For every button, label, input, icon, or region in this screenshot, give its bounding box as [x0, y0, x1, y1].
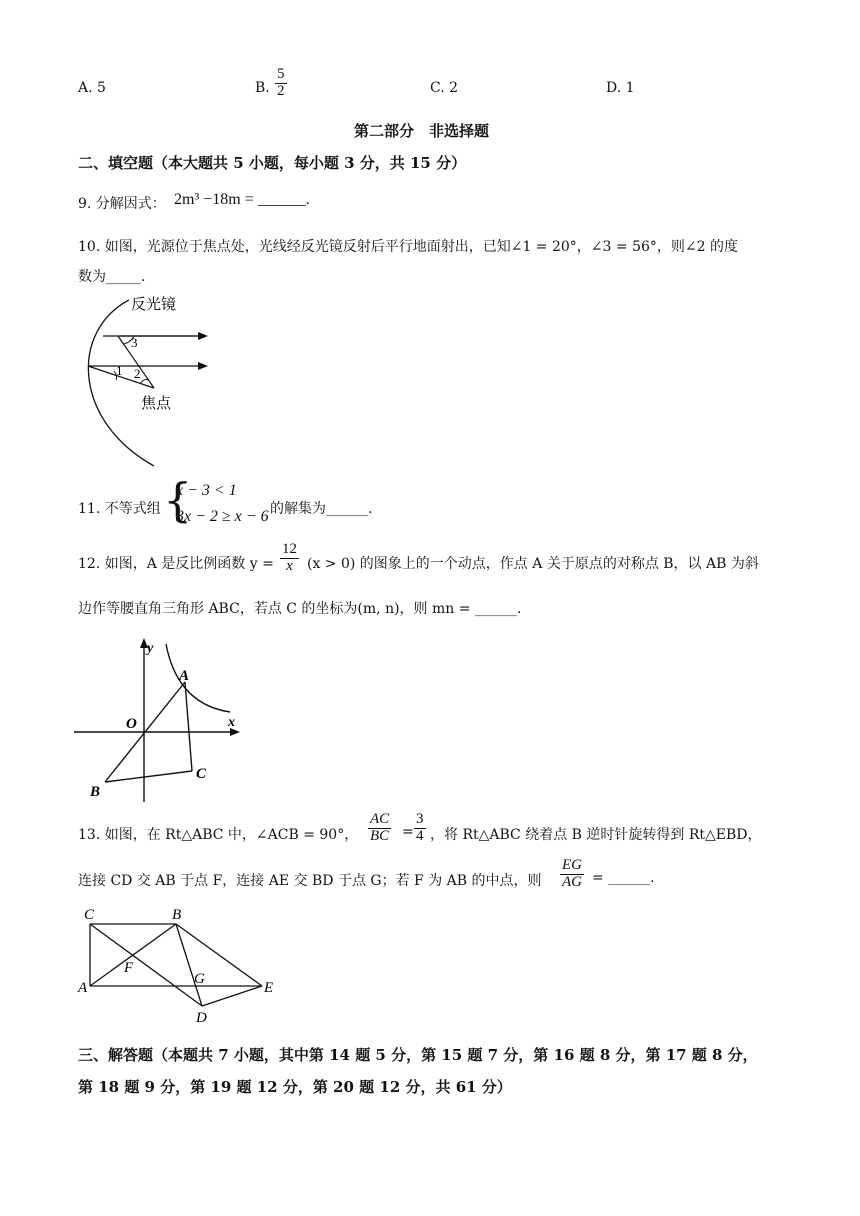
q13-fraction2-denominator: 4 [416, 827, 424, 844]
q13-fraction-3-4 [414, 812, 426, 845]
label-f: F [124, 960, 134, 976]
arrow-bottom-icon [198, 362, 208, 370]
label-focus: 焦点 [141, 396, 172, 412]
choice-b-numerator: 5 [277, 66, 285, 82]
q12-line2: 边作等腰直角三角形 ABC，若点 C 的坐标为(m, n)，则 mn = ______. [78, 601, 522, 617]
label-a: A [179, 668, 190, 684]
q12-part1: 12. 如图，A 是反比例函数 y = [78, 556, 274, 572]
section2-heading: 二、填空题（本大题共 5 小题，每小题 3 分，共 15 分） [78, 154, 467, 172]
label-y: y [147, 641, 154, 656]
q12-fraction-numerator: 12 [282, 541, 297, 557]
section3-heading-line1: 三、解答题（本题共 7 小题，其中第 14 题 5 分，第 15 题 7 分，第 16 题 8 分，第 17 题 8 分， [78, 1046, 758, 1064]
q13-fraction-eg-ag [560, 858, 584, 891]
q13-part2: ，将 Rt△ABC 绕着点 B 逆时针旋转得到 Rt△EBD， [430, 827, 762, 843]
parabolic-mirror-curve [88, 300, 154, 466]
q9-expression: 2m³ −18m = ______. [174, 191, 310, 208]
label-e: E [264, 980, 274, 996]
segment-bd [176, 924, 202, 1006]
label-angle2: 2 [134, 366, 141, 381]
q11-prefix: 11. 不等式组 [78, 501, 161, 517]
q12-part2: (x > 0) 的图象上的一个动点，作点 A 关于原点的对称点 B，以 AB 为斜 [307, 556, 759, 572]
q11-inequality1: x − 3 < 1 [176, 482, 237, 499]
segment-cd [90, 924, 202, 1006]
label-x: x [228, 715, 235, 730]
choice-c: C. 2 [430, 80, 459, 96]
label-angle1: 1 [116, 363, 123, 378]
label-c: C [84, 907, 95, 923]
label-a: A [78, 980, 88, 996]
section3-heading-line2: 第 18 题 9 分，第 19 题 12 分，第 20 题 12 分，共 61 分） [78, 1078, 512, 1096]
system-brace-icon: { [163, 473, 193, 527]
label-b: B [90, 784, 101, 800]
label-angle3: 3 [131, 335, 138, 350]
part2-title: 第二部分 非选择题 [354, 122, 490, 140]
q12-coordinate-figure [74, 636, 246, 808]
choice-a: A. 5 [78, 80, 106, 96]
q9-prefix: 9. 分解因式： [78, 196, 166, 212]
choice-d: D. 1 [606, 80, 635, 96]
q13-part1: 13. 如图，在 Rt△ABC 中，∠ACB = 90°， [78, 827, 359, 843]
label-g: G [194, 971, 205, 987]
q11-inequality2: 3x − 2 ≥ x − 6 [176, 508, 269, 525]
hyperbola-curve [166, 644, 230, 712]
choice-b-label: B. [255, 80, 270, 96]
q13-fraction1-denominator: BC [370, 827, 390, 844]
segment-be [176, 924, 262, 986]
q13-equals: = [402, 824, 414, 840]
label-c: C [196, 766, 207, 782]
label-o: O [126, 716, 137, 732]
q13-fraction1-numerator: AC [370, 811, 390, 827]
choice-b-denominator: 2 [277, 82, 285, 99]
q10-line2: 数为_____. [78, 269, 146, 285]
segment-de [202, 986, 262, 1006]
q11-suffix: 的解集为______. [270, 501, 373, 517]
q12-fraction [280, 542, 299, 575]
q13-fraction2-numerator: 3 [416, 811, 424, 827]
choice-b-fraction [275, 67, 287, 100]
q10-mirror-figure [74, 292, 234, 472]
label-d: D [196, 1010, 207, 1026]
q12-fraction-denominator: x [286, 557, 293, 574]
q13-line2b: = ______. [592, 870, 655, 886]
q13-fraction3-denominator: AG [562, 873, 582, 890]
q10-line1: 10. 如图，光源位于焦点处，光线经反光镜反射后平行地面射出，已知∠1 = 20°，∠3 = 56°，则∠2 的度 [78, 239, 738, 255]
segment-bc [105, 771, 192, 782]
label-b: B [172, 907, 182, 923]
q13-fraction3-numerator: EG [562, 857, 582, 873]
q13-rotation-figure [76, 904, 286, 1028]
q13-line2a: 连接 CD 交 AB 于点 F，连接 AE 交 BD 于点 G；若 F 为 AB 的中点，则 [78, 873, 542, 889]
q13-fraction-ac-bc [368, 812, 391, 845]
label-mirror: 反光镜 [131, 297, 177, 313]
